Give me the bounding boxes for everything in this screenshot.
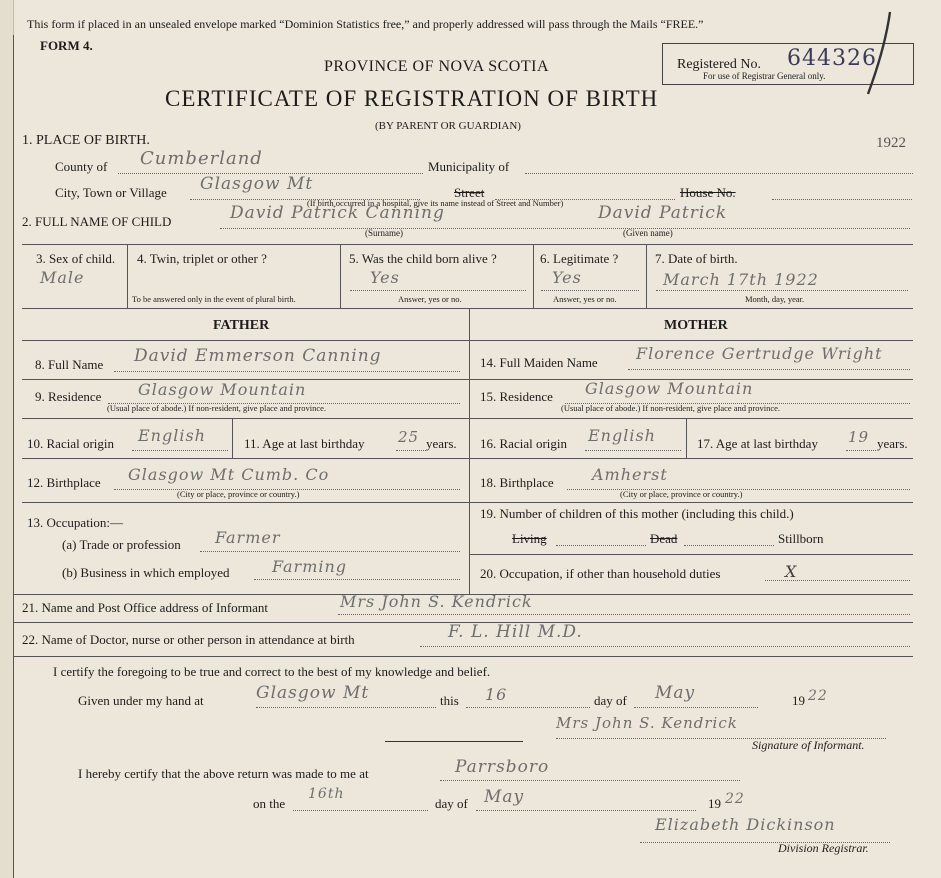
city-label: City, Town or Village [55,185,167,200]
legitimate-line [541,290,639,291]
mother-row-rule-3 [470,458,913,459]
mother-age-divider [686,418,687,458]
county-label: County of [55,159,108,174]
father-birthplace-note: (City or place, province or country.) [177,489,300,499]
signature-caption: Signature of Informant. [752,738,865,752]
house-line [772,199,912,200]
mother-residence-note: (Usual place of abode.) If non-resident, give place and province. [561,403,781,413]
certify-statement: I certify the foregoing to be true and correct to the best of my knowledge and belief. [53,664,491,679]
mother-birthplace-label: 18. Birthplace [480,475,554,490]
registrar-statement: I hereby certify that the above return was made to me at [78,766,369,781]
street-label: Street [454,185,485,200]
child-name-label: 2. FULL NAME OF CHILD [22,214,172,229]
given-place-value: Glasgow Mt [256,683,370,703]
row3-div-2 [340,244,341,308]
house-label: House No. [680,185,736,200]
father-birthplace-value: Glasgow Mt Cumb. Co [128,465,330,484]
mother-row-rule-4 [470,502,913,503]
mother-name-label: 14. Full Maiden Name [480,355,598,370]
municipality-line [525,173,913,174]
mother-racial-line [585,450,681,451]
father-name-label: 8. Full Name [35,357,104,372]
father-trade-value: Farmer [215,528,281,547]
father-occupation-label: 13. Occupation:— [27,515,124,530]
year-corner: 1922 [876,135,906,151]
sex-value: Male [40,268,85,287]
county-value: Cumberland [140,148,263,169]
registrar-on-the: on the [253,796,286,811]
certify-top-rule [13,656,913,657]
given-day-line [466,707,590,708]
child-surname-value: David Patrick Canning [230,203,445,223]
mail-notice: This form if placed in an unsealed envelope marked “Dominion Statistics free,” and properly addressed will pass through the Mails “FREE.” [27,17,704,31]
row3-div-4 [646,244,647,308]
twin-note: To be answered only in the event of plural birth. [132,294,296,304]
mother-birthplace-value: Amherst [592,465,668,484]
given-day-of-label: day of [594,693,627,708]
registration-check-mark [850,8,900,100]
mother-name-value: Florence Gertrudge Wright [636,344,883,363]
informant-signature: Mrs John S. Kendrick [556,714,738,732]
child-name-line [220,228,910,229]
father-residence-label: 9. Residence [35,389,102,404]
given-place-line [256,707,436,708]
informant-line [338,614,910,615]
children-living-line [556,545,646,546]
certificate-subtitle: (BY PARENT OR GUARDIAN) [375,120,521,132]
mother-residence-value: Glasgow Mountain [585,379,754,398]
registered-number: 644326 [787,46,877,71]
given-month-value: May [655,683,696,703]
given-month-line [634,707,758,708]
mother-residence-label: 15. Residence [480,389,553,404]
twin-label: 4. Twin, triplet or other ? [137,251,267,266]
province-heading: PROVINCE OF NOVA SCOTIA [324,58,550,75]
municipality-label: Municipality of [428,159,510,174]
city-value: Glasgow Mt [200,174,314,194]
birthdate-note: Month, day, year. [745,294,805,304]
registrar-day-of: day of [435,796,468,811]
doctor-value: F. L. Hill M.D. [448,622,583,642]
father-business-line [254,579,460,580]
place-of-birth-heading: 1. PLACE OF BIRTH. [22,133,150,148]
row3-bottom-border [22,308,913,309]
father-row-rule-2 [22,418,469,419]
father-trade-line [200,551,460,552]
children-living-label: Living [512,531,547,546]
registrar-day-line [293,810,428,811]
given-label: Given under my hand at [78,693,204,708]
left-margin-strip [0,0,14,878]
alive-note: Answer, yes or no. [398,294,462,304]
informant-value: Mrs John S. Kendrick [340,592,533,611]
mother-occupation-value: X [785,562,798,581]
registrar-note: For use of Registrar General only. [703,71,826,81]
given-day-value: 16 [485,685,508,704]
registrar-year-value: 22 [725,791,745,807]
row3-top-border [22,244,913,245]
certificate-title: CERTIFICATE OF REGISTRATION OF BIRTH [165,86,659,111]
father-age-value: 25 [398,428,420,446]
father-name-line [114,371,460,372]
registrar-day-value: 16th [308,786,345,802]
mother-age-line [846,450,876,451]
father-age-line [396,450,426,451]
father-heading-rule [22,340,469,341]
father-racial-line [132,450,228,451]
mother-racial-label: 16. Racial origin [480,436,568,451]
father-age-label: 11. Age at last birthday [244,436,365,451]
legitimate-label: 6. Legitimate ? [540,251,619,266]
legitimate-value: Yes [552,268,582,287]
mother-row-rule-5 [470,554,913,555]
mother-age-label: 17. Age at last birthday [697,436,818,451]
given-caption: (Given name) [623,228,673,238]
registrar-place-value: Parrsboro [455,757,550,777]
child-given-value: David Patrick [598,203,728,223]
given-year-prefix: 19 [792,693,805,708]
birthdate-label: 7. Date of birth. [655,251,738,266]
father-trade-label: (a) Trade or profession [62,537,181,552]
father-business-value: Farming [272,557,348,576]
certify-divider [385,741,523,742]
father-residence-value: Glasgow Mountain [138,380,307,399]
row3-div-1 [127,244,128,308]
children-dead-label: Dead [650,531,678,546]
registrar-year-prefix: 19 [708,796,721,811]
registrar-month-value: May [484,787,525,807]
legitimate-note: Answer, yes or no. [553,294,617,304]
alive-line [350,290,526,291]
doctor-line [420,646,910,647]
mother-years: years. [877,436,908,451]
birthdate-value: March 17th 1922 [663,270,819,289]
father-age-divider [232,418,233,458]
alive-label: 5. Was the child born alive ? [349,251,497,266]
alive-value: Yes [370,268,400,287]
registered-label: Registered No. [677,57,761,72]
father-racial-value: English [138,426,206,445]
mother-children-label: 19. Number of children of this mother (including this child.) [480,506,794,521]
mother-heading-rule [470,340,913,341]
children-dead-line [684,545,774,546]
father-heading: FATHER [213,318,270,333]
mother-name-line [628,369,910,370]
given-year-value: 22 [808,688,828,704]
mother-occupation-label: 20. Occupation, if other than household duties [480,566,721,581]
father-years: years. [426,436,457,451]
father-name-value: David Emmerson Canning [134,346,382,366]
hospital-note: (If birth occurred in a hospital, give its name instead of Street and Number) [307,198,564,208]
parents-center-divider [469,308,470,594]
mother-heading: MOTHER [664,318,728,333]
registrar-signature: Elizabeth Dickinson [655,815,836,834]
birthdate-line [656,290,908,291]
father-row-rule-3 [22,458,469,459]
informant-label: 21. Name and Post Office address of Informant [22,600,268,615]
mother-birthplace-note: (City or place, province or country.) [620,489,743,499]
mother-age-value: 19 [848,428,870,446]
mother-racial-value: English [588,426,656,445]
row3-div-3 [533,244,534,308]
father-row-rule-4 [22,502,469,503]
registrar-place-line [440,780,740,781]
given-this-label: this [440,693,459,708]
registrar-month-line [476,810,696,811]
left-border [13,35,14,878]
children-stillborn-label: Stillborn [778,531,824,546]
registrar-caption: Division Registrar. [778,841,869,855]
form-number: FORM 4. [40,38,93,53]
father-racial-label: 10. Racial origin [27,436,115,451]
doctor-label: 22. Name of Doctor, nurse or other person in attendance at birth [22,632,355,647]
father-birthplace-label: 12. Birthplace [27,475,101,490]
mother-row-rule-2 [470,418,913,419]
surname-caption: (Surname) [365,228,403,238]
sex-label: 3. Sex of child. [36,251,116,266]
father-business-label: (b) Business in which employed [62,565,230,580]
father-residence-note: (Usual place of abode.) If non-resident, give place and province. [107,403,327,413]
